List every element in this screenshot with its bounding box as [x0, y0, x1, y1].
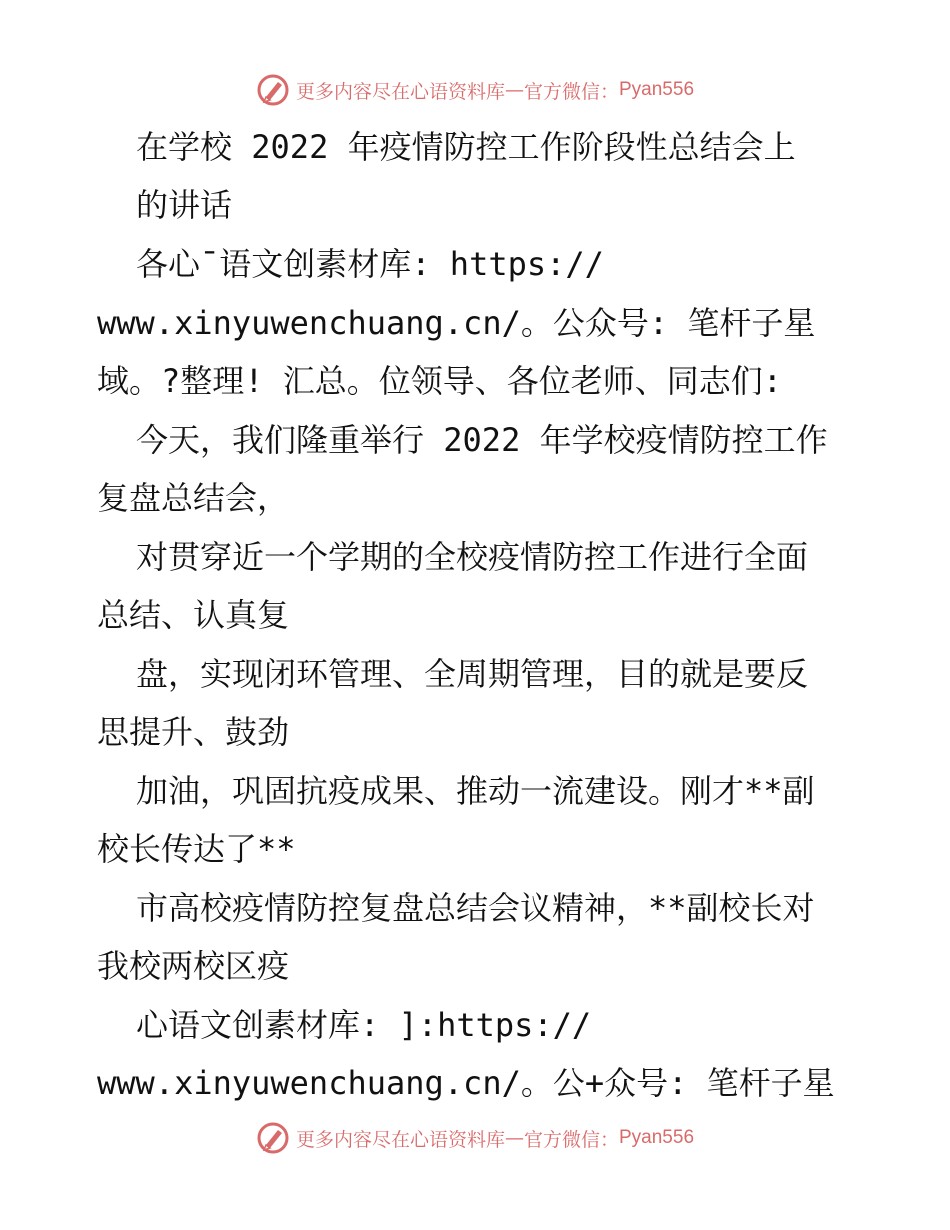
body-line: 心语文创素材库: ]:https://: [136, 1006, 592, 1044]
banner-text: 更多内容尽在心语资料库: [295, 1128, 505, 1151]
body-line: www.xinyuwenchuang.cn/。公+众号: 笔杆子星: [97, 1064, 835, 1102]
banner-separator: —: [504, 1127, 524, 1149]
banner-official: 官方微信：: [523, 80, 619, 103]
banner-handle: Pyan556: [619, 1127, 695, 1148]
title-line-2: 的讲话: [136, 186, 233, 224]
banner-separator: —: [504, 79, 524, 101]
body-line: 市高校疫情防控复盘总结会议精神，**副校长对: [136, 889, 815, 927]
pen-logo-icon: [256, 73, 290, 107]
body-line: 总结、认真复: [97, 596, 290, 634]
body-line: 加油，巩固抗疫成果、推动一流建设。刚才**副: [136, 772, 815, 810]
body-line: www.xinyuwenchuang.cn/。公众号: 笔杆子星: [97, 304, 816, 342]
body-line: 思提升、鼓劲: [97, 713, 290, 751]
banner-text: 更多内容尽在心语资料库: [295, 80, 505, 103]
body-line: 各心¯语文创素材库: https://: [136, 245, 604, 283]
title-line-1: 在学校 2022 年疫情防控工作阶段性总结会上: [136, 128, 796, 166]
banner-official: 官方微信：: [523, 1128, 619, 1151]
body-line: 盘，实现闭环管理、全周期管理，目的就是要反: [136, 655, 809, 693]
body-line: 今天，我们隆重举行 2022 年学校疫情防控工作: [136, 421, 828, 459]
banner-handle: Pyan556: [619, 79, 695, 100]
body-line: 复盘总结会，: [97, 479, 290, 517]
footer-watermark-banner: [0, 1118, 950, 1158]
body-line: 校长传达了**: [97, 830, 296, 868]
header-watermark-banner: [0, 70, 950, 110]
body-line: 域。?整理! 汇总。位领导、各位老师、同志们:: [97, 362, 783, 400]
pen-logo-icon: [256, 1121, 290, 1155]
body-line: 对贯穿近一个学期的全校疫情防控工作进行全面: [136, 538, 809, 576]
body-line: 我校两校区疫: [97, 947, 290, 985]
